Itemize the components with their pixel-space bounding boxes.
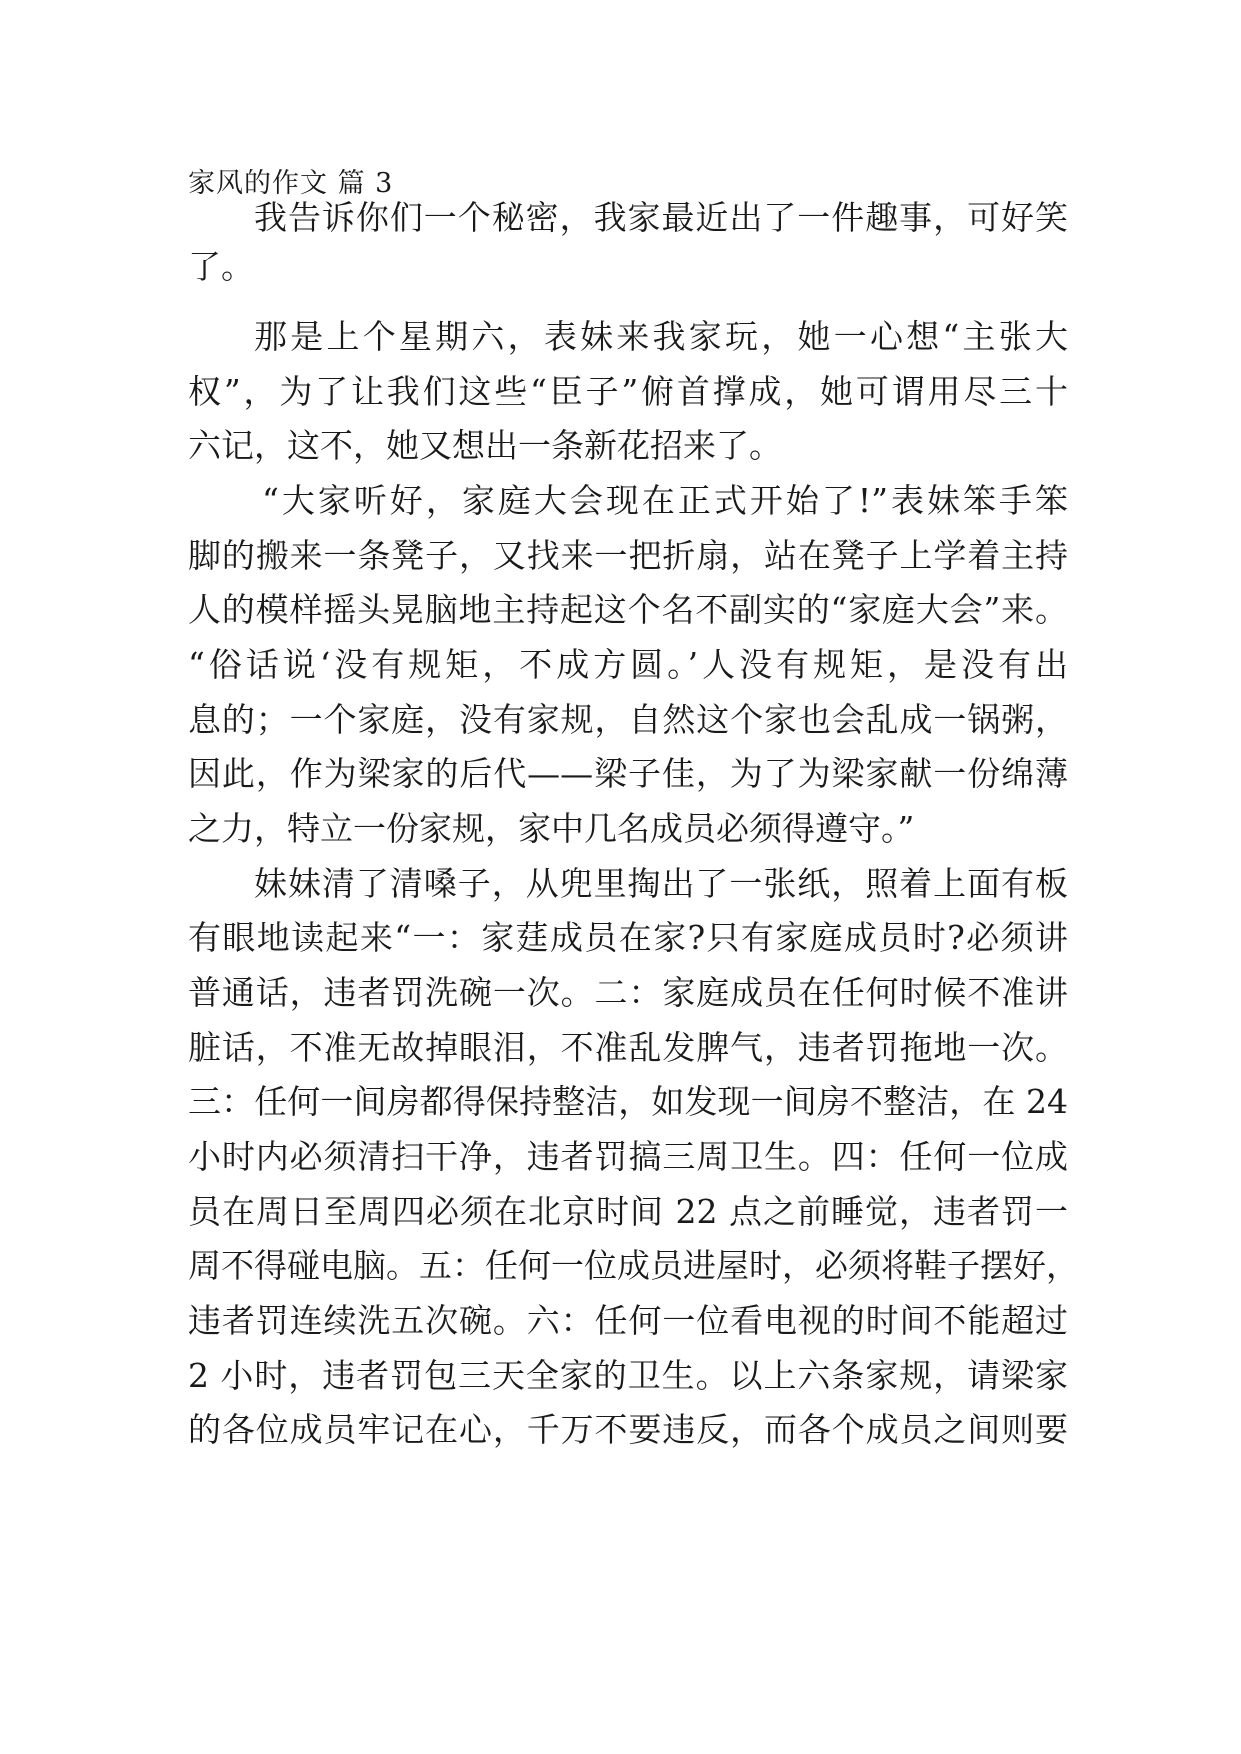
paragraph-line: 脚的搬来一条凳子，又找来一把折扇，站在凳子上学着主持 [188,536,1068,575]
paragraph-line: 那是上个星期六，表妹来我家玩，她一心想“主张大 [254,317,1068,356]
paragraph-line: 妹妹清了清嗓子，从兜里掏出了一张纸，照着上面有板 [254,864,1068,903]
document-title: 家风的作文 篇 3 [188,168,394,199]
paragraph-line: “大家听好，家庭大会现在正式开始了!”表妹笨手笨 [262,481,1068,520]
paragraph-line: 三：任何一间房都得保持整洁，如发现一间房不整洁，在 24 [188,1082,1068,1121]
paragraph-line: 因此，作为梁家的后代——梁子佳，为了为梁家献一份绵薄 [188,754,1068,793]
paragraph-line: 人的模样摇头晃脑地主持起这个名不副实的“家庭大会”来。 [188,590,1068,629]
paragraph-line: 违者罚连续洗五次碗。六：任何一位看电视的时间不能超过 [188,1301,1068,1340]
paragraph-line: 的各位成员牢记在心，千万不要违反，而各个成员之间则要 [188,1410,1068,1449]
paragraph-line: 有眼地读起来“一：家莛成员在家?只有家庭成员时?必须讲 [188,918,1068,957]
paragraph-line: 脏话，不准无故掉眼泪，不准乱发脾气，违者罚拖地一次。 [188,1028,1068,1067]
paragraph-line: 我告诉你们一个秘密，我家最近出了一件趣事，可好笑 [254,198,1068,237]
paragraph-line: 普通话，违者罚洗碗一次。二：家庭成员在任何时候不准讲 [188,973,1068,1012]
paragraph-line: 权”，为了让我们这些“臣子”俯首撑成，她可谓用尽三十 [188,372,1068,411]
paragraph-line: 息的；一个家庭，没有家规，自然这个家也会乱成一锅粥， [188,700,1068,739]
paragraph-line: 了。 [188,247,254,286]
paragraph-line: 小时内必须清扫干净，违者罚搞三周卫生。四：任何一位成 [188,1137,1068,1176]
paragraph-line: 员在周日至周四必须在北京时间 22 点之前睡觉，违者罚一 [188,1192,1068,1231]
paragraph-line: 周不得碰电脑。五：任何一位成员进屋时，必须将鞋子摆好， [188,1246,1079,1285]
paragraph-line: “俗话说‘没有规矩，不成方圆。’人没有规矩，是没有出 [188,645,1068,684]
paragraph-line: 2 小时，违者罚包三天全家的卫生。以上六条家规，请梁家 [188,1356,1068,1395]
paragraph-line: 之力，特立一份家规，家中几名成员必须得遵守。” [188,809,915,848]
paragraph-line: 六记，这不，她又想出一条新花招来了。 [188,426,782,465]
